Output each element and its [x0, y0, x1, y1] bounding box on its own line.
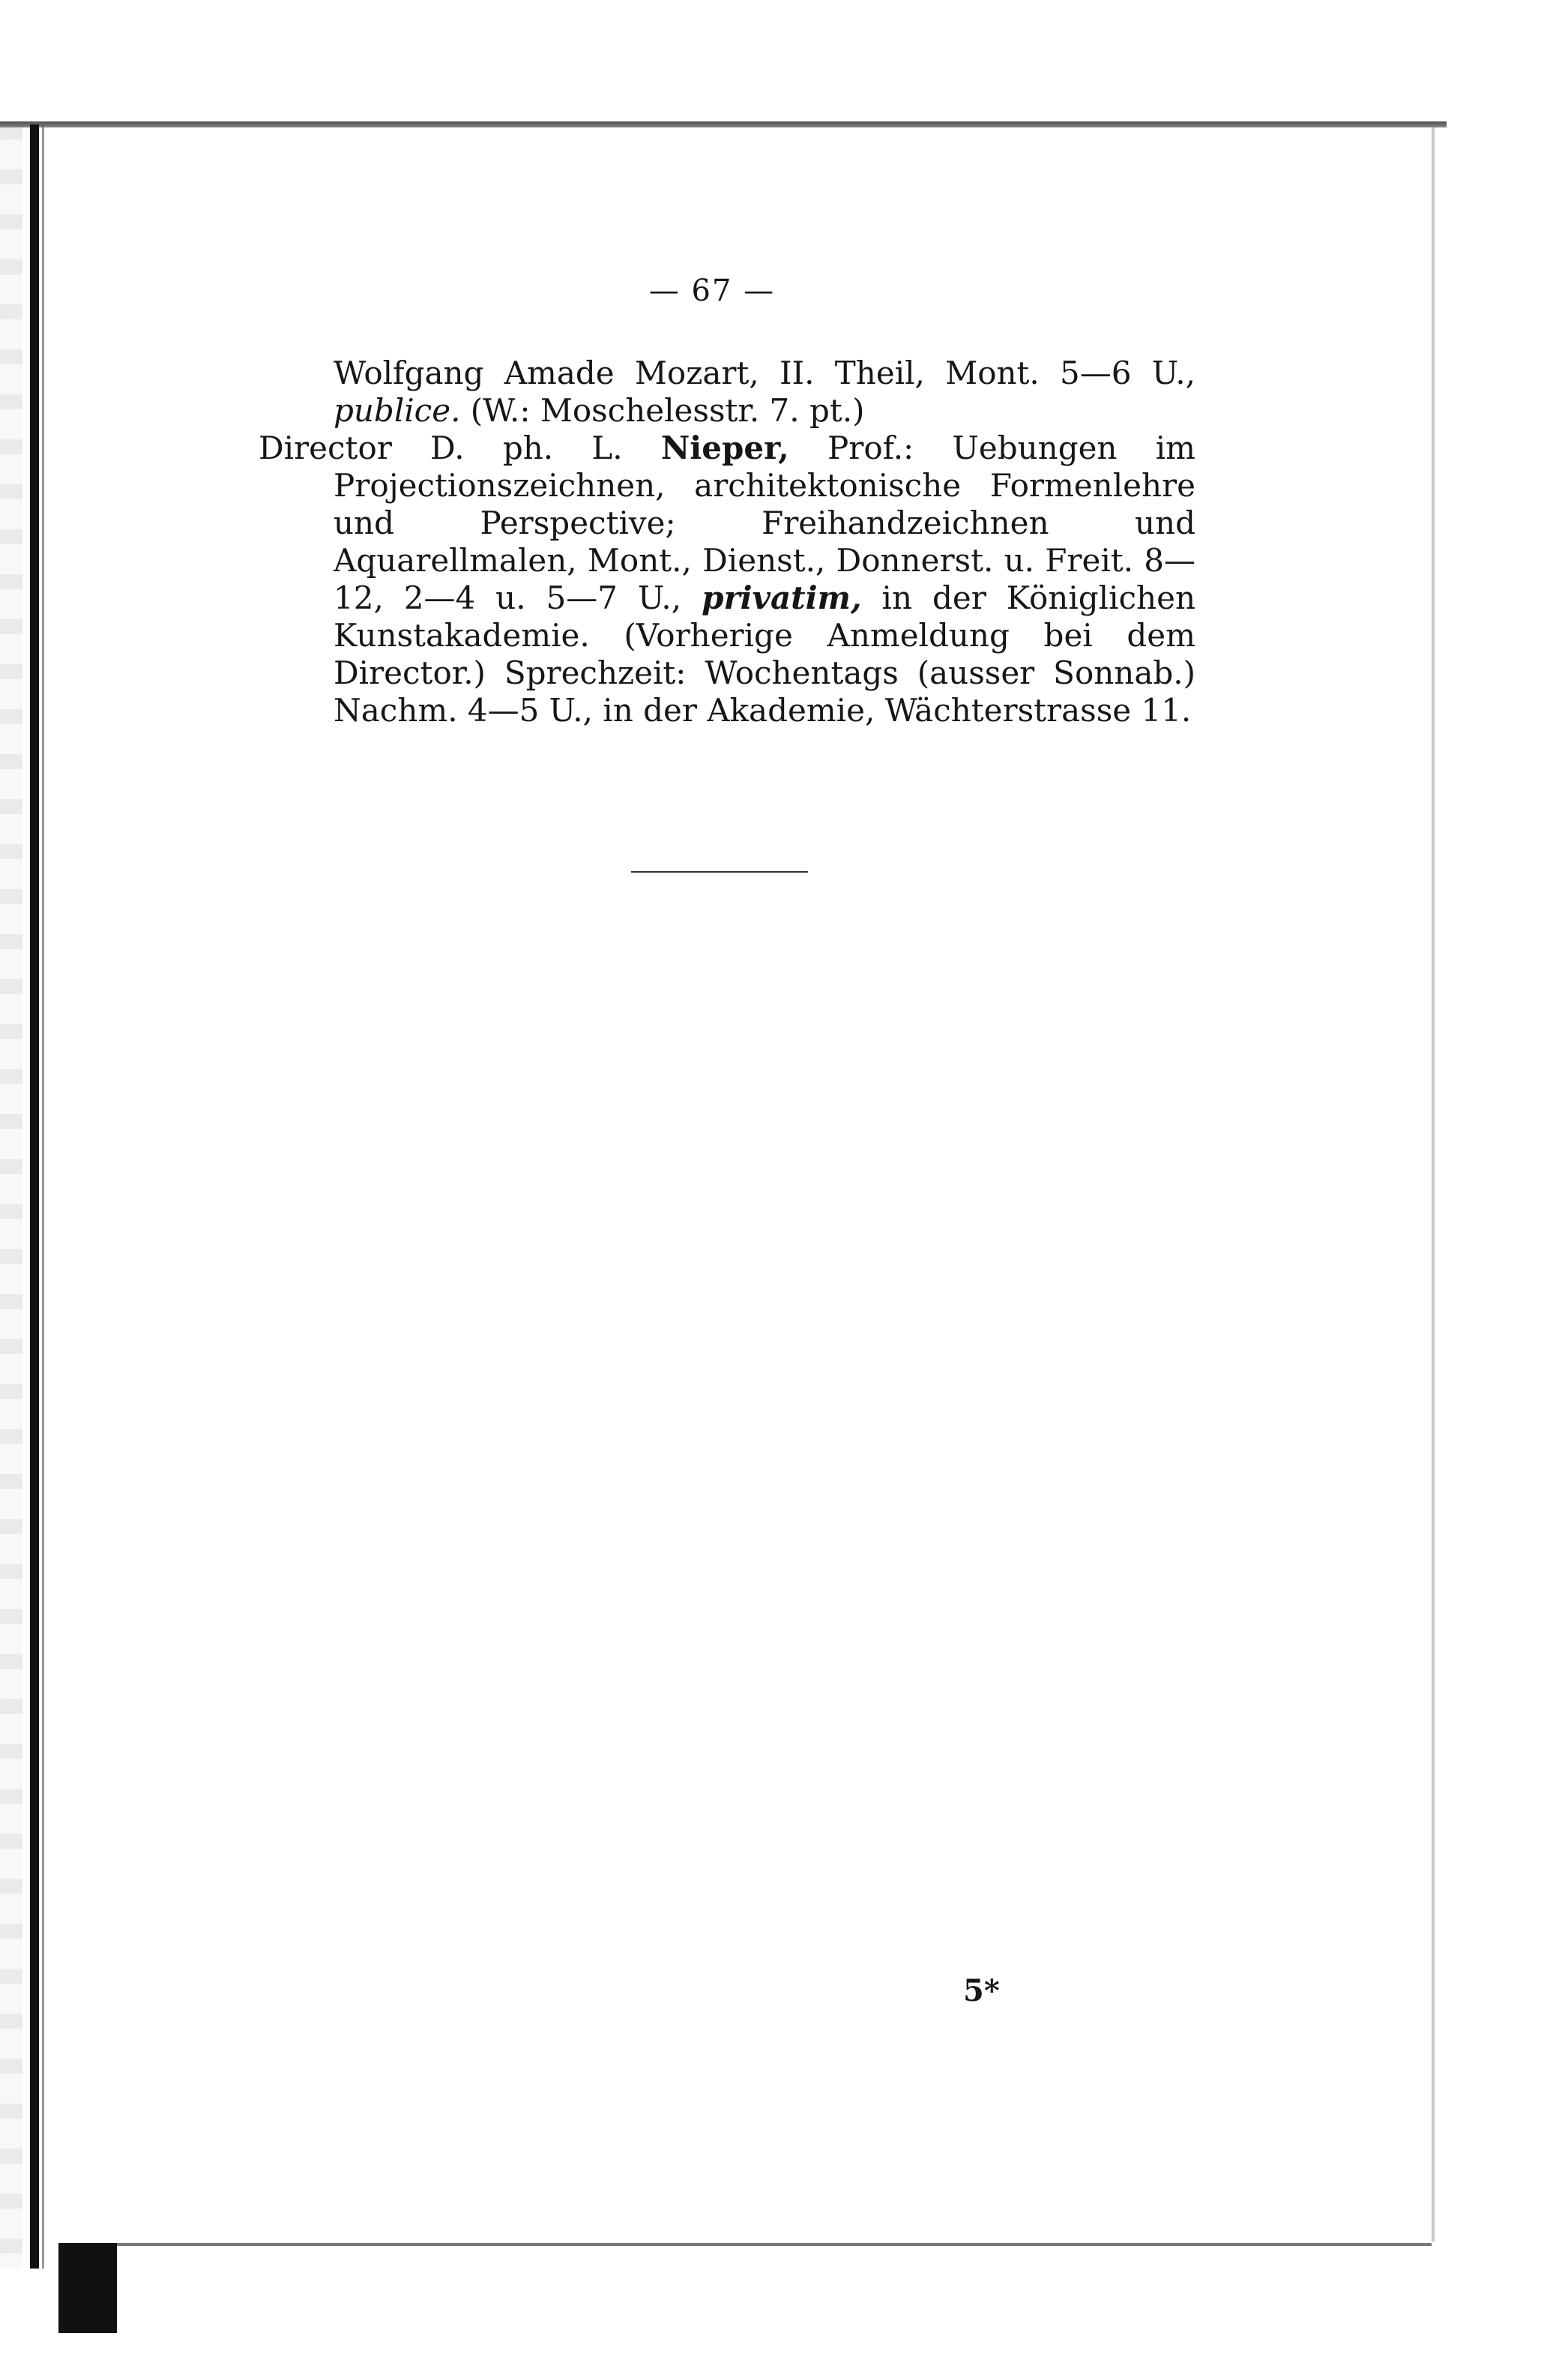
scan-border-left: [30, 124, 39, 2269]
entry-text-italic: publice.: [334, 392, 461, 429]
entry-nieper-course: [259, 430, 1195, 729]
scan-border-right: [1432, 127, 1435, 2242]
entry-text-bold-italic: privatim,: [702, 580, 862, 616]
entry-text: Director D. ph. L.: [259, 430, 661, 466]
section-separator: [631, 871, 808, 873]
scan-border-left-inner: [42, 124, 44, 2269]
scan-corner-mark: [58, 2243, 117, 2333]
scan-border-bottom: [75, 2243, 1432, 2246]
entry-text: in der Königlichen Kunstakademie. (Vorherige Anmeldung bei dem Director.) Sprechzeit: Wochentags (ausser Sonnab.) Nachm. 4—5 U., in der Akademie, Wächterstrasse 11.: [334, 580, 1195, 729]
entry-text: Wolfgang Amade Mozart, II. Theil, Mont. 5—6 U.,: [334, 355, 1195, 391]
printer-signature-mark: 5*: [963, 1973, 1000, 2008]
page-number: — 67 —: [648, 274, 776, 308]
entry-text: (W.: Moschelesstr. 7. pt.): [460, 392, 865, 429]
text-block: [259, 355, 1195, 729]
entry-text: Prof.: Uebungen im Projectionszeichnen, architektonische Formenlehre und Perspective; Freihandzeichnen und Aquarellmalen, Mont., Dienst., Donnerst. u. Freit. 8—12, 2—4 u. 5—7 U.,: [334, 430, 1196, 616]
scan-border-top: [0, 121, 1447, 127]
entry-mozart-lecture: [259, 355, 1195, 430]
entry-name-bold: Nieper,: [660, 430, 789, 466]
page-edge-shadow: [0, 124, 22, 2269]
